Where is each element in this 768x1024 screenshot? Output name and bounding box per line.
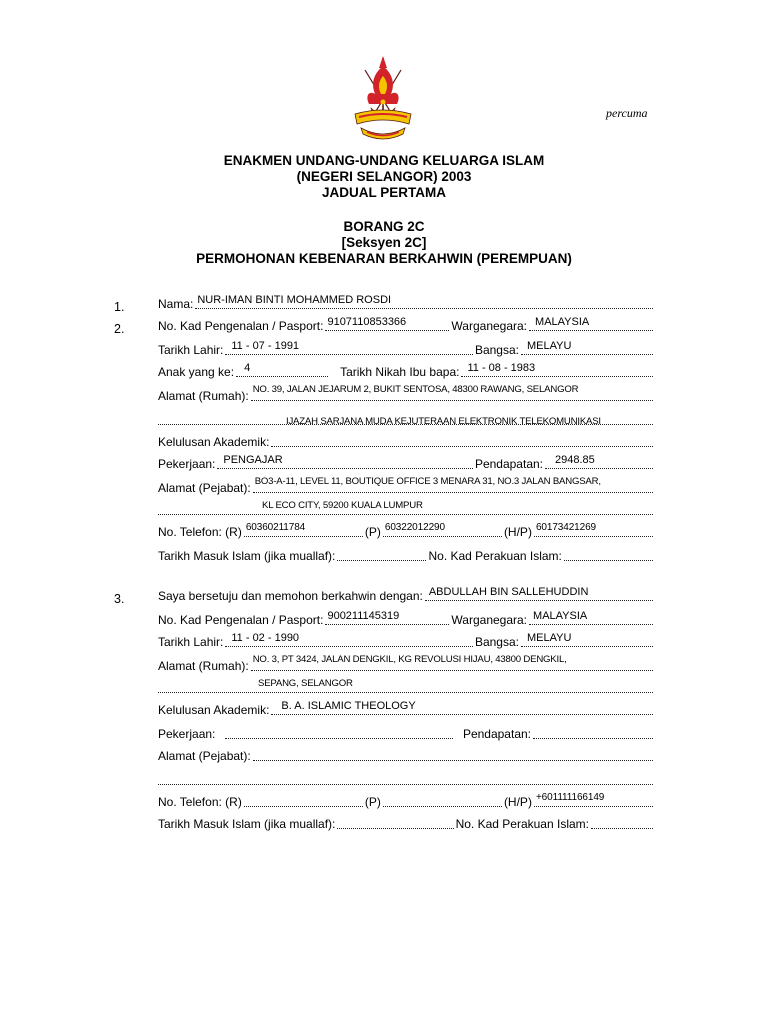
row-kad-pengenalan <box>158 316 655 334</box>
label-setuju: Saya bersetuju dan memohon berkahwin dengan: <box>158 589 423 603</box>
value-warganegara-pasangan: MALAYSIA <box>533 610 588 622</box>
label-kelulusan: Kelulusan Akademik: <box>158 435 270 449</box>
value-bangsa: MELAYU <box>527 340 572 352</box>
field-alamat-pejabat-2[interactable] <box>158 500 653 515</box>
item-number-2: 2. <box>114 322 125 336</box>
field-warganegara-pasangan[interactable] <box>529 610 653 625</box>
label-kad-pengenalan: No. Kad Pengenalan / Pasport: <box>158 319 324 333</box>
field-kelulusan[interactable] <box>271 435 653 447</box>
field-masuk-islam-pasangan[interactable] <box>337 817 453 829</box>
label-alamat-pejabat-pasangan: Alamat (Pejabat): <box>158 749 251 763</box>
field-telefon-r[interactable] <box>244 522 363 537</box>
value-anak-ke: 4 <box>244 362 251 374</box>
field-pendapatan-pasangan[interactable] <box>533 727 653 739</box>
field-kad-pasangan[interactable] <box>325 610 449 625</box>
value-telefon-hp-pasangan: +601111166149 <box>535 792 605 803</box>
label-telefon-r-pasangan: No. Telefon: (R) <box>158 795 242 809</box>
label-bangsa-pasangan: Bangsa: <box>474 635 519 649</box>
field-alamat-pejabat-pasangan-2[interactable] <box>158 773 653 785</box>
field-tarikh-lahir[interactable] <box>225 340 473 355</box>
row-kelulusan-pasangan <box>158 700 655 718</box>
row-kelulusan <box>158 432 655 450</box>
label-pekerjaan: Pekerjaan: <box>158 457 216 471</box>
row-alamat-pejabat <box>158 478 655 496</box>
row-telefon <box>158 522 655 540</box>
field-telefon-p-pasangan[interactable] <box>383 795 502 807</box>
row-kad-pasangan <box>158 610 655 628</box>
field-pekerjaan[interactable] <box>217 454 473 469</box>
row-masuk-islam-pasangan <box>158 814 655 832</box>
row-alamat-pejabat-pasangan-2 <box>158 770 655 788</box>
value-telefon-p: 60322012290 <box>384 522 445 533</box>
value-alamat-pejabat-1: BO3-A-11, LEVEL 11, BOUTIQUE OFFICE 3 MENARA 31, NO.3 JALAN BANGSAR, <box>254 476 601 487</box>
row-pekerjaan <box>158 454 655 472</box>
label-perakuan-islam: No. Kad Perakuan Islam: <box>428 549 562 563</box>
enactment-title-line-1: ENAKMEN UNDANG-UNDANG KELUARGA ISLAM <box>223 153 545 168</box>
label-anak-ke: Anak yang ke: <box>158 365 235 379</box>
field-bangsa[interactable] <box>521 340 653 355</box>
row-tarikh-lahir-pasangan <box>158 632 655 650</box>
form-number: BORANG 2C <box>343 219 425 234</box>
label-pendapatan: Pendapatan: <box>474 457 543 471</box>
row-telefon-pasangan <box>158 792 655 810</box>
field-alamat-pejabat-pasangan-1[interactable] <box>253 749 653 761</box>
value-pendapatan: 2948.85 <box>555 454 595 466</box>
value-bangsa-pasangan: MELAYU <box>527 632 572 644</box>
field-pekerjaan-pasangan[interactable] <box>225 727 453 739</box>
label-telefon-r: No. Telefon: (R) <box>158 525 242 539</box>
label-telefon-p: (P) <box>364 525 381 539</box>
field-telefon-r-pasangan[interactable] <box>244 795 363 807</box>
label-masuk-islam-pasangan: Tarikh Masuk Islam (jika muallaf): <box>158 817 336 831</box>
field-alamat-rumah-pasangan-2[interactable] <box>158 678 653 693</box>
value-kad-pengenalan: 9107110853366 <box>327 316 407 328</box>
label-telefon-p-pasangan: (P) <box>364 795 381 809</box>
label-tarikh-lahir: Tarikh Lahir: <box>158 343 224 357</box>
form-section: [Seksyen 2C] <box>341 235 427 250</box>
label-alamat-pejabat: Alamat (Pejabat): <box>158 481 251 495</box>
label-telefon-hp-pasangan: (H/P) <box>503 795 532 809</box>
field-kelulusan-pasangan[interactable] <box>271 700 653 715</box>
label-telefon-hp: (H/P) <box>503 525 532 539</box>
value-alamat-rumah-pasangan-1: NO. 3, PT 3424, JALAN DENGKIL, KG REVOLUSI HIJAU, 43800 DENGKIL, <box>252 654 567 665</box>
value-kad-pasangan: 900211145319 <box>327 610 400 622</box>
field-tarikh-lahir-pasangan[interactable] <box>225 632 473 647</box>
label-warganegara-pasangan: Warganegara: <box>451 613 528 627</box>
value-alamat-pejabat-2: KL ECO CITY, 59200 KUALA LUMPUR <box>262 500 423 511</box>
row-setuju <box>158 586 655 604</box>
field-perakuan-islam[interactable] <box>564 549 653 561</box>
value-kelulusan-pasangan: B. A. ISLAMIC THEOLOGY <box>281 700 416 712</box>
row-anak-ke <box>158 362 655 380</box>
value-nikah-ibu-bapa: 11 - 08 - 1983 <box>467 362 536 374</box>
value-kelulusan: IJAZAH SARJANA MUDA KEJUTERAAN ELEKTRONIK TELEKOMUNIKASI <box>286 416 601 427</box>
value-pekerjaan: PENGAJAR <box>223 454 283 466</box>
field-alamat-rumah-pasangan-1[interactable] <box>251 654 653 671</box>
row-tarikh-lahir <box>158 340 655 358</box>
label-pendapatan-pasangan: Pendapatan: <box>462 727 531 741</box>
row-nama <box>158 294 655 312</box>
label-nama: Nama: <box>158 297 194 311</box>
field-alamat-pejabat-1[interactable] <box>253 476 653 493</box>
field-telefon-hp-pasangan[interactable] <box>534 792 653 807</box>
field-alamat-rumah-1[interactable] <box>251 384 653 401</box>
label-perakuan-islam-pasangan: No. Kad Perakuan Islam: <box>455 817 589 831</box>
row-alamat-rumah-2 <box>158 410 655 428</box>
label-bangsa: Bangsa: <box>474 343 519 357</box>
field-nama-pasangan[interactable] <box>425 586 653 601</box>
enactment-title-line-2: (NEGERI SELANGOR) 2003 <box>296 169 472 184</box>
field-perakuan-islam-pasangan[interactable] <box>591 817 653 829</box>
value-telefon-hp: 60173421269 <box>535 522 597 533</box>
label-kad-pasangan: No. Kad Pengenalan / Pasport: <box>158 613 324 627</box>
field-nikah-ibu-bapa[interactable] <box>461 362 653 377</box>
label-tarikh-lahir-pasangan: Tarikh Lahir: <box>158 635 224 649</box>
row-pekerjaan-pasangan <box>158 724 655 742</box>
free-copy-tag: percuma <box>606 106 648 120</box>
field-alamat-rumah-2[interactable] <box>158 413 653 425</box>
value-nama-pasangan: ABDULLAH BIN SALLEHUDDIN <box>428 586 589 598</box>
value-telefon-r: 60360211784 <box>245 522 306 533</box>
field-telefon-hp[interactable] <box>534 522 653 537</box>
label-nikah-ibu-bapa: Tarikh Nikah Ibu bapa: <box>340 365 460 379</box>
schedule-title: JADUAL PERTAMA <box>321 185 446 200</box>
row-alamat-pejabat-2 <box>158 500 655 518</box>
label-alamat-rumah: Alamat (Rumah): <box>158 389 249 403</box>
label-alamat-rumah-pasangan: Alamat (Rumah): <box>158 659 249 673</box>
field-nama[interactable] <box>195 294 653 309</box>
value-tarikh-lahir: 11 - 07 - 1991 <box>231 340 300 352</box>
selangor-crest-emblem <box>343 56 423 142</box>
value-nama: NUR-IMAN BINTI MOHAMMED ROSDI <box>197 294 392 306</box>
field-kad-pengenalan[interactable] <box>325 316 449 331</box>
row-alamat-rumah-pasangan-2 <box>158 678 655 696</box>
field-pendapatan[interactable] <box>545 454 653 469</box>
item-number-1: 1. <box>114 300 125 314</box>
row-alamat-rumah <box>158 386 655 404</box>
field-telefon-p[interactable] <box>383 522 502 537</box>
form-title: PERMOHONAN KEBENARAN BERKAHWIN (PEREMPUAN) <box>196 251 572 266</box>
value-warganegara: MALAYSIA <box>535 316 590 328</box>
label-warganegara: Warganegara: <box>451 319 528 333</box>
item-number-3: 3. <box>114 592 125 606</box>
row-alamat-pejabat-pasangan <box>158 746 655 764</box>
value-tarikh-lahir-pasangan: 11 - 02 - 1990 <box>231 632 300 644</box>
value-alamat-rumah-pasangan-2: SEPANG, SELANGOR <box>258 678 353 689</box>
field-bangsa-pasangan[interactable] <box>521 632 653 647</box>
row-alamat-rumah-pasangan <box>158 656 655 674</box>
label-kelulusan-pasangan: Kelulusan Akademik: <box>158 703 270 717</box>
label-masuk-islam: Tarikh Masuk Islam (jika muallaf): <box>158 549 336 563</box>
field-masuk-islam[interactable] <box>337 549 426 561</box>
row-masuk-islam <box>158 546 655 564</box>
label-pekerjaan-pasangan: Pekerjaan: <box>158 727 216 741</box>
value-alamat-rumah-1: NO. 39, JALAN JEJARUM 2, BUKIT SENTOSA, 48300 RAWANG, SELANGOR <box>252 384 579 395</box>
field-warganegara[interactable] <box>529 316 653 331</box>
field-anak-ke[interactable] <box>236 362 328 377</box>
